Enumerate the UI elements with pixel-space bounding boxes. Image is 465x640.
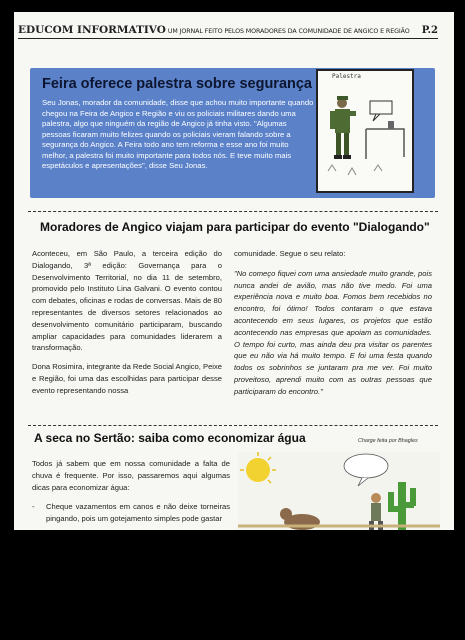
list-item [32, 501, 230, 525]
police-drawing [318, 71, 412, 191]
article-paragraph: Aconteceu, em São Paulo, a terceira edição do Dialogando, 3ª edição: Governança para o Desenvolvimento Territorial, no dia 11 de setembro, promovido pelo Instituto Lina Galvani. O evento contou com debates, oficinas e rodas de conversas. Mais de 80 representantes de diversos setores relacionados ao desenvolvimento comunitário participaram, buscando ampliar capacidades para comunidades liderarem a transformação. [32, 249, 222, 353]
seca-cartoon [238, 452, 440, 530]
palestra-illustration [316, 69, 414, 193]
feature-title: Feira oferece palestra sobre segurança [42, 76, 312, 92]
cartoon-credit: Charge feita por Bhagles [358, 438, 418, 444]
masthead [18, 24, 438, 39]
seca-intro: Todos já sabem que em nossa comunidade a falta de chuva é frequente. Por isso, passaremos aqui algumas dicas para economizar água: [32, 459, 230, 492]
article-intro: comunidade. Segue o seu relato: [234, 249, 346, 258]
newspaper-subtitle: UM JORNAL FEITO PELOS MORADORES DA COMUNIDADE DE ANGICO E REGIÃO [167, 28, 410, 35]
page-number: P.2 [421, 25, 438, 36]
section-divider [28, 425, 438, 426]
article-title: Moradores de Angico viajam para participar do evento "Dialogando" [40, 220, 430, 234]
article-paragraph: Dona Rosimira, integrante da Rede Social Angico, Peixe e Região, foi uma das escolhidas para participar desse evento representando nossa [32, 362, 222, 395]
seca-column [32, 458, 230, 525]
bullet-marker: - [32, 502, 35, 512]
newspaper-name: EDUCOM INFORMATIVO [18, 24, 166, 36]
feature-body: Seu Jonas, morador da comunidade, disse que achou muito importante quando chegou na Feira de Angico e Região e viu os policiais militares dando uma palestra, algo que ninguém da região de Angico já tinha visto. "Algumas pessoas ficaram muito felizes quando os policiais vieram falando sobre a segurança do Angico. A Feira todo ano tem reforma e esse ano foi muito melhor, a palestra foi muito importante para todos nós. E teve muito mais espetáculos e apresentações", disse Seu Jonas. [42, 98, 314, 170]
bullet-text: Cheque vazamentos em canos e não deixe torneiras pingando, pois um gotejamento simples pode gastar [46, 502, 230, 524]
article-quote: "No começo fiquei com uma ansiedade muito grande, pois nunca andei de avião, mas não tive medo. Foi uma experiência nova e muito boa. Fomos bem recebidos no encontro, foi ótimo! Todos contaram o que estava acontecendo em seus lugares, os projetos que estão acontecendo nas empresas que apoiam as comunidades. O tempo foi curto, mas ainda deu pra visitar os parentes que eu não via há muito tempo. E foi uma festa quando todos os sobrinhos se juntaram pra me ver. Foi muito proveitoso, aprendi muito com as outras pessoas que participaram do encontro." [234, 268, 432, 396]
seca-title: A seca no Sertão: saiba como economizar água [34, 431, 306, 445]
article-column-left [32, 248, 222, 397]
illustration-label: Palestra [332, 73, 361, 80]
article-column-right [234, 248, 432, 398]
section-divider [28, 211, 438, 212]
drought-drawing [238, 452, 440, 530]
